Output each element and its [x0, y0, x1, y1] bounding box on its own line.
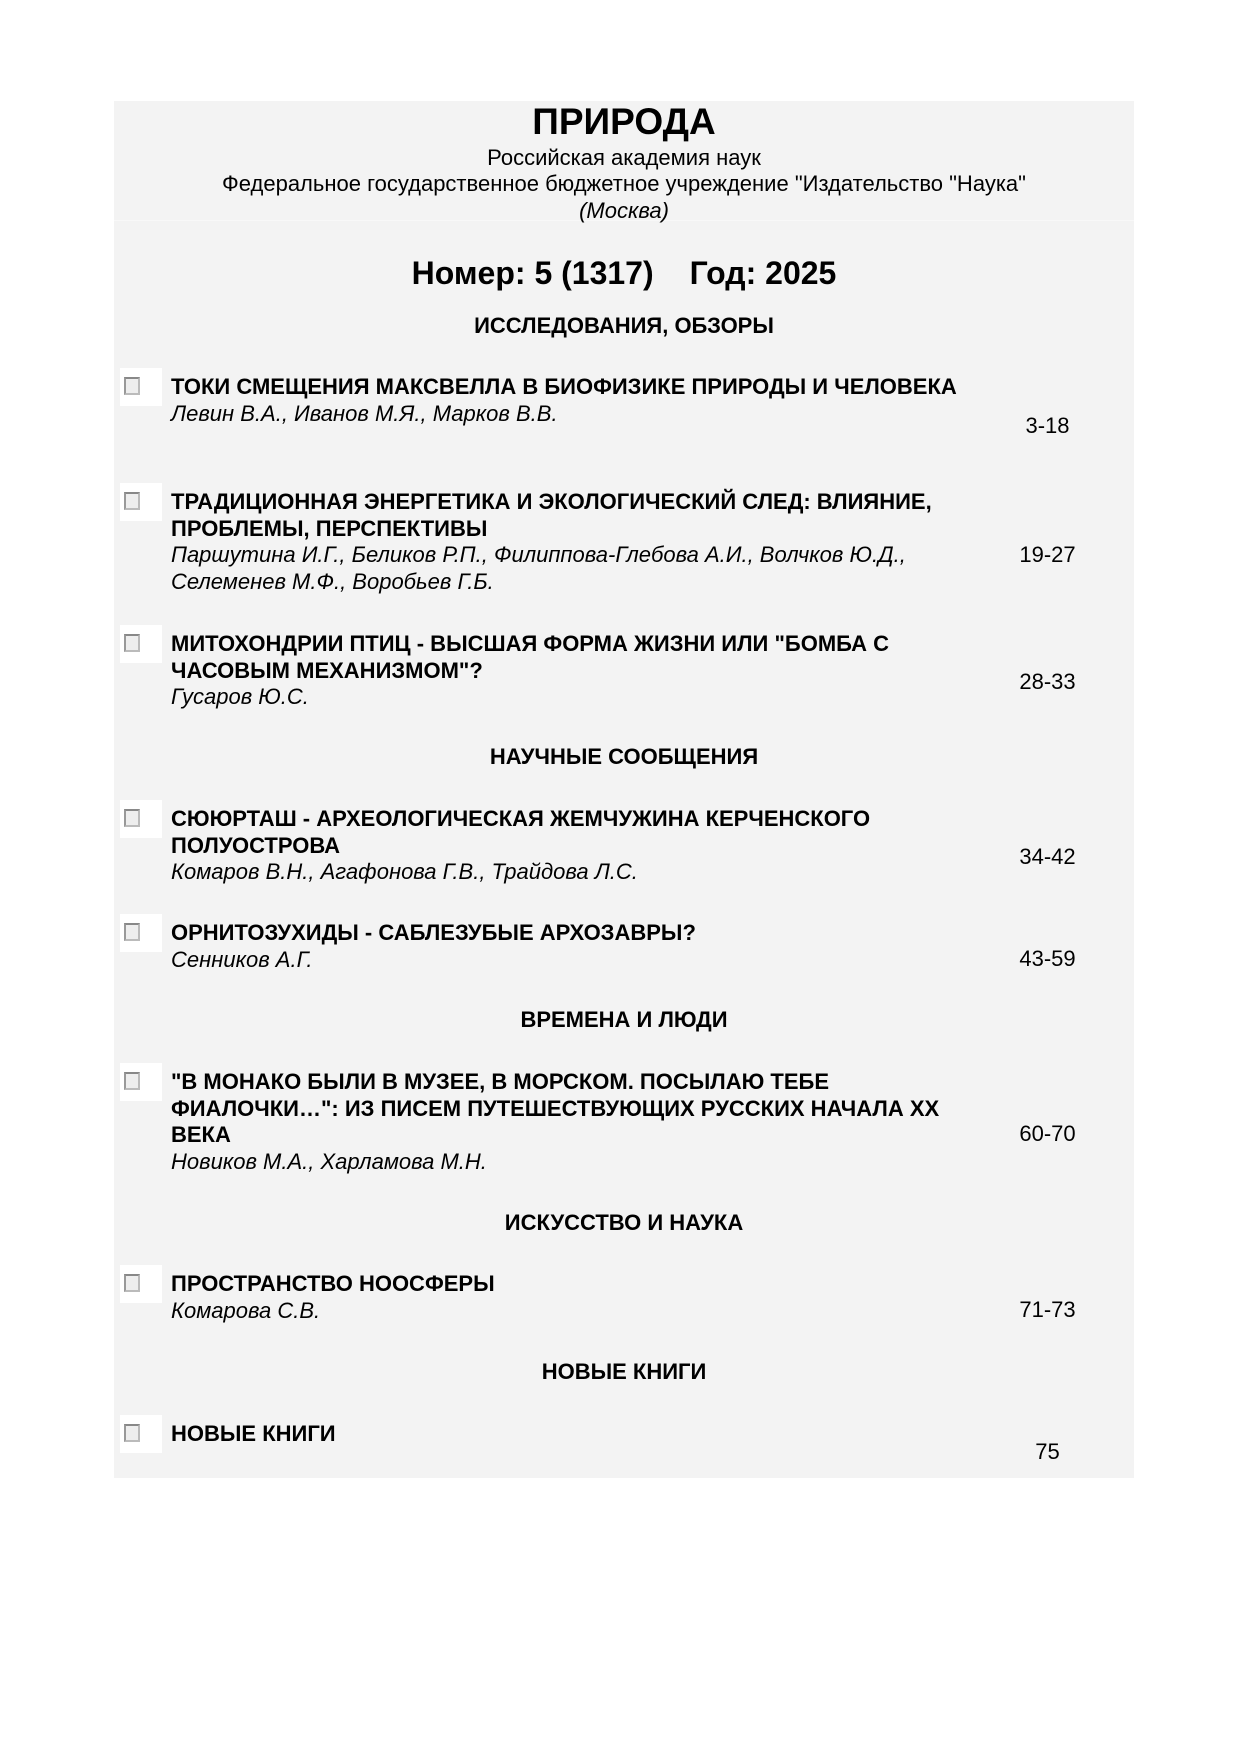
document-icon: [124, 1072, 140, 1090]
article-pages: 34-42: [1019, 844, 1076, 869]
article-title-link[interactable]: ОРНИТОЗУХИДЫ - САБЛЕЗУБЫЕ АРХОЗАВРЫ?: [171, 920, 696, 945]
issue-year: Год: 2025: [689, 255, 837, 291]
article-title-link[interactable]: ТРАДИЦИОННАЯ ЭНЕРГЕТИКА И ЭКОЛОГИЧЕСКИЙ СЛЕД: ВЛИЯНИЕ, ПРОБЛЕМЫ, ПЕРСПЕКТИВЫ: [171, 489, 932, 541]
article-pages: 19-27: [1019, 542, 1076, 567]
article-checkbox[interactable]: [120, 800, 162, 838]
article-authors: Паршутина И.Г., Беликов Р.П., Филиппова-Глебова А.И., Волчков Ю.Д., Селеменев М.Ф., Воробьев Г.Б.: [171, 542, 906, 594]
document-icon: [124, 1274, 140, 1292]
issue-info: [114, 254, 1134, 292]
article-checkbox[interactable]: [120, 368, 162, 406]
article-checkbox[interactable]: [120, 1415, 162, 1453]
article-checkbox[interactable]: [120, 483, 162, 521]
issue-number: Номер: 5 (1317): [411, 255, 654, 291]
article-title-link[interactable]: "В МОНАКО БЫЛИ В МУЗЕЕ, В МОРСКОМ. ПОСЫЛАЮ ТЕБЕ ФИАЛОЧКИ…": ИЗ ПИСЕМ ПУТЕШЕСТВУЮЩИХ РУССКИХ НАЧАЛА XX ВЕКА: [171, 1069, 940, 1147]
journal-title: ПРИРОДА: [532, 101, 716, 142]
article-title-link[interactable]: НОВЫЕ КНИГИ: [171, 1421, 336, 1446]
section-heading: ИСКУССТВО И НАУКА: [504, 1210, 744, 1235]
article-authors: Сенников А.Г.: [171, 946, 313, 972]
section-heading: ИССЛЕДОВАНИЯ, ОБЗОРЫ: [474, 313, 774, 338]
publisher-academy: Российская академия наук: [487, 145, 761, 170]
article-authors: Гусаров Ю.С.: [171, 684, 309, 709]
article-title-link[interactable]: ПРОСТРАНСТВО НООСФЕРЫ: [171, 1271, 495, 1296]
publisher-name: Федеральное государственное бюджетное учреждение "Издательство "Наука": [222, 171, 1026, 196]
article-entry: [171, 631, 971, 711]
article-pages: 3-18: [1025, 413, 1070, 438]
article-checkbox[interactable]: [120, 1265, 162, 1303]
article-entry: [171, 1069, 971, 1175]
publisher-city: (Москва): [579, 198, 669, 223]
document-icon: [124, 634, 140, 652]
article-authors: Комарова С.В.: [171, 1297, 321, 1323]
document-icon: [124, 377, 140, 395]
article-pages: 28-33: [1019, 669, 1076, 694]
article-title-link[interactable]: ТОКИ СМЕЩЕНИЯ МАКСВЕЛЛА В БИОФИЗИКЕ ПРИРОДЫ И ЧЕЛОВЕКА: [171, 374, 957, 399]
article-title-link[interactable]: МИТОХОНДРИИ ПТИЦ - ВЫСШАЯ ФОРМА ЖИЗНИ ИЛИ "БОМБА С ЧАСОВЫМ МЕХАНИЗМОМ"?: [171, 631, 890, 683]
article-pages: 71-73: [1019, 1297, 1076, 1322]
article-checkbox[interactable]: [120, 625, 162, 663]
article-entry: [171, 1271, 971, 1324]
article-checkbox[interactable]: [120, 914, 162, 952]
article-entry: [171, 1421, 971, 1448]
article-pages: 75: [1035, 1439, 1060, 1464]
article-pages: 60-70: [1019, 1121, 1076, 1146]
document-icon: [124, 923, 140, 941]
document-icon: [124, 492, 140, 510]
article-checkbox[interactable]: [120, 1063, 162, 1101]
article-entry: [171, 806, 971, 886]
article-title-link[interactable]: СЮЮРТАШ - АРХЕОЛОГИЧЕСКАЯ ЖЕМЧУЖИНА КЕРЧЕНСКОГО ПОЛУОСТРОВА: [171, 806, 871, 858]
article-authors: Комаров В.Н., Агафонова Г.В., Трайдова Л.С.: [171, 859, 638, 884]
article-entry: [171, 489, 971, 595]
document-icon: [124, 1424, 140, 1442]
article-pages: 43-59: [1019, 946, 1076, 971]
section-heading: ВРЕМЕНА И ЛЮДИ: [520, 1007, 728, 1032]
document-icon: [124, 809, 140, 827]
section-heading: НАУЧНЫЕ СООБЩЕНИЯ: [489, 744, 759, 769]
article-authors: Левин В.А., Иванов М.Я., Марков В.В.: [171, 400, 558, 426]
article-entry: [171, 374, 971, 427]
article-authors: Новиков М.А., Харламова М.Н.: [171, 1148, 487, 1174]
article-entry: [171, 920, 971, 973]
section-heading: НОВЫЕ КНИГИ: [541, 1359, 707, 1384]
